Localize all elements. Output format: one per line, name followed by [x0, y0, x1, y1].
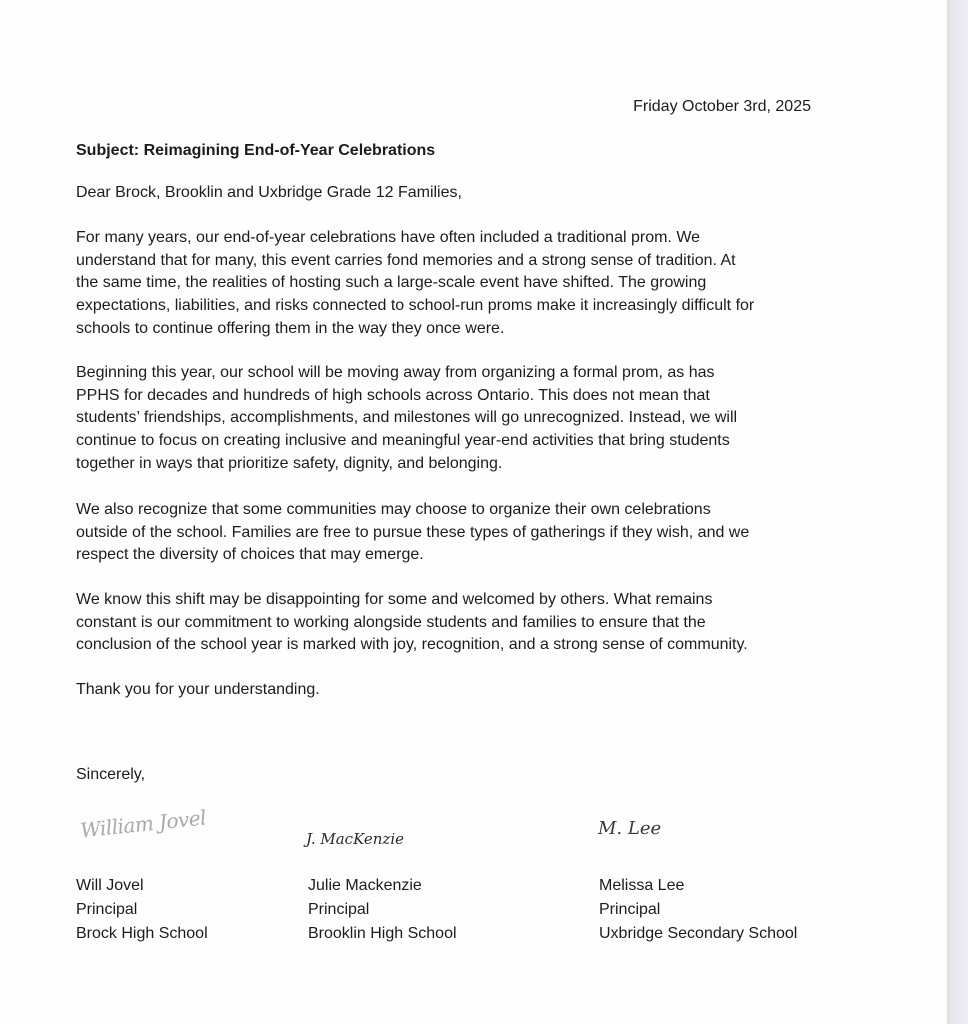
paragraph-line: Thank you for your understanding. — [76, 681, 320, 698]
signer-block-uxbridge — [599, 874, 797, 946]
signature-melissa-lee: M. Lee — [598, 818, 662, 839]
paragraph-line: For many years, our end-of-year celebrations have often included a traditional prom. We — [76, 229, 701, 246]
viewer-background-edge — [947, 0, 968, 1024]
signer-title: Principal — [599, 901, 661, 918]
paragraph-line: understand that for many, this event carries fond memories and a strong sense of tradition. At — [76, 251, 736, 269]
paragraph-line: expectations, liabilities, and risks connected to school-run proms make it increasingly difficult for — [76, 297, 755, 315]
paragraph-line: the same time, the realities of hosting such a large-scale event have shifted. The growing — [76, 274, 707, 292]
paragraph-2 — [76, 362, 836, 476]
signer-title: Principal — [308, 901, 370, 918]
paragraph-1 — [76, 227, 836, 341]
paragraph-line: together in ways that prioritize safety, dignity, and belonging. — [76, 454, 503, 472]
signer-block-brooklin — [308, 874, 457, 946]
letter-salutation: Dear Brock, Brooklin and Uxbridge Grade 12 Families, — [76, 184, 462, 201]
signer-name: Julie Mackenzie — [308, 877, 422, 894]
signer-school: Brock High School — [76, 925, 208, 942]
paragraph-line: students’ friendships, accomplishments, and milestones will go unrecognized. Instead, we will — [76, 409, 738, 427]
paragraph-thank-you — [76, 679, 836, 702]
letter-subject: Subject: Reimagining End-of-Year Celebrations — [76, 142, 436, 159]
signer-name: Will Jovel — [76, 877, 144, 894]
signer-name: Melissa Lee — [599, 877, 685, 894]
paragraph-line: PPHS for decades and hundreds of high schools across Ontario. This does not mean that — [76, 386, 710, 404]
letter-closing: Sincerely, — [76, 766, 146, 783]
paragraph-line: We also recognize that some communities may choose to organize their own celebrations — [76, 501, 711, 518]
paragraph-line: continue to focus on creating inclusive and meaningful year-end activities that bring students — [76, 432, 730, 450]
paragraph-3 — [76, 499, 836, 567]
letter-date: Friday October 3rd, 2025 — [633, 98, 811, 115]
signature-julie-mackenzie: J. MacKenzie — [306, 830, 405, 848]
paragraph-4 — [76, 589, 836, 657]
paragraph-line: respect the diversity of choices that may emerge. — [76, 546, 424, 564]
paragraph-line: conclusion of the school year is marked with joy, recognition, and a strong sense of community. — [76, 636, 748, 654]
paragraph-line: constant is our commitment to working alongside students and families to ensure that the — [76, 613, 706, 631]
signer-title: Principal — [76, 901, 138, 918]
signature-will-jovel: William Jovel — [79, 805, 208, 843]
signer-school: Uxbridge Secondary School — [599, 925, 798, 942]
paragraph-line: Beginning this year, our school will be moving away from organizing a formal prom, as has — [76, 364, 715, 381]
signer-school: Brooklin High School — [308, 925, 457, 942]
paragraph-line: We know this shift may be disappointing for some and welcomed by others. What remains — [76, 591, 713, 608]
signer-block-brock — [76, 874, 208, 946]
paragraph-line: outside of the school. Families are free to pursue these types of gatherings if they wish, and we — [76, 523, 750, 541]
paragraph-line: schools to continue offering them in the way they once were. — [76, 319, 505, 337]
